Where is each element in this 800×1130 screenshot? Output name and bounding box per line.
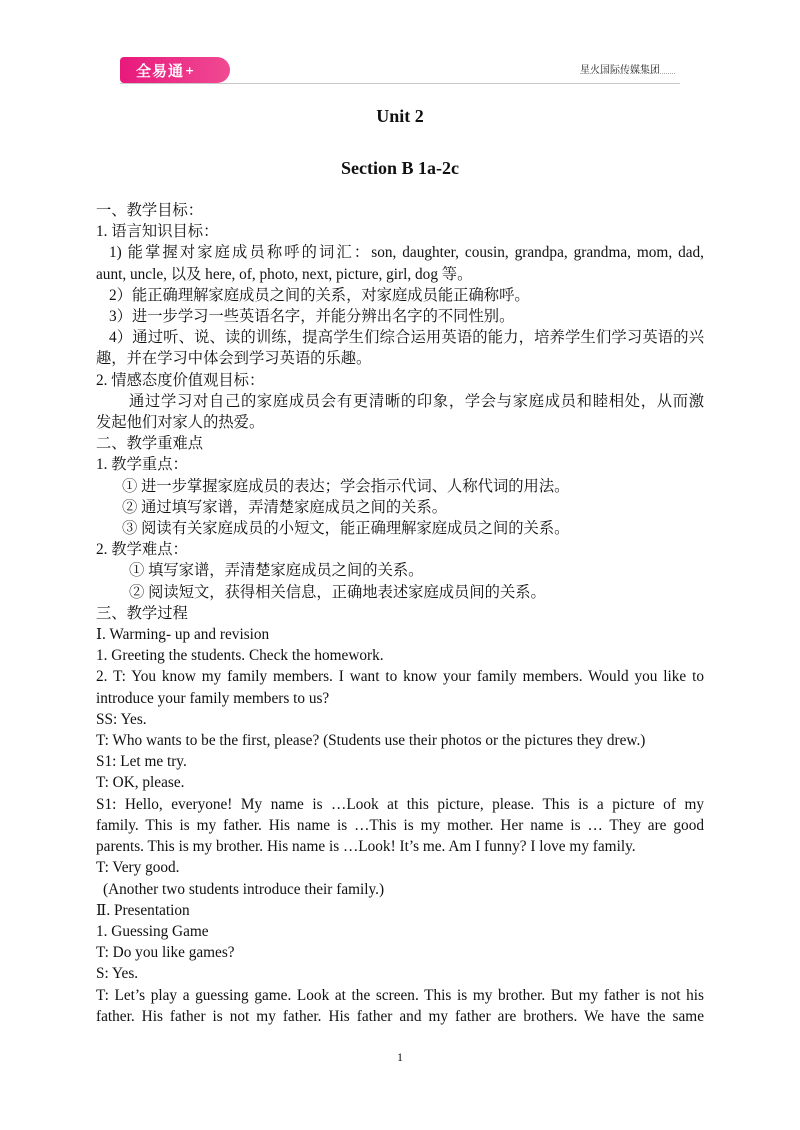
heading-key-points: 二、教学重难点	[96, 435, 204, 453]
unit-title: Unit 2	[376, 106, 424, 126]
text-line: 2）能正确理解家庭成员之间的关系，对家庭成员能正确称呼。	[109, 286, 530, 304]
text-line: 2. 教学难点：	[96, 541, 188, 559]
text-line: 1. Greeting the students. Check the homework.	[96, 647, 384, 665]
text-line: ① 填写家谱，弄清楚家庭成员之间的关系。	[129, 562, 424, 580]
text-line: S: Yes.	[96, 965, 139, 983]
text-line: 通过学习对自己的家庭成员会有更清晰的印象，学会与家庭成员和睦相处，从而激	[129, 392, 704, 410]
text-line: family. This is my father. His name is …This is my mother. Her name is … They are good	[96, 816, 704, 834]
heading-objectives: 一、教学目标：	[96, 202, 204, 219]
text-line: T: Let’s play a guessing game. Look at the screen. This is my brother. But my father is not his	[96, 986, 704, 1004]
logo-plus: +	[185, 63, 196, 77]
text-line: aunt, uncle, 以及 here, of, photo, next, picture, girl, dog 等。	[96, 265, 473, 283]
text-line: ② 通过填写家谱，弄清楚家庭成员之间的关系。	[122, 498, 448, 516]
text-line: 趣，并在学习中体会到学习英语的乐趣。	[96, 350, 372, 368]
publisher-brand: 星火国际传媒集团	[580, 65, 660, 76]
header-rule	[120, 83, 680, 84]
text-line: 2. T: You know my family members. I want to know your family members. Would you like to	[96, 668, 704, 686]
text-line: 1. 语言知识目标：	[96, 223, 219, 241]
text-line: (Another two students introduce their family.)	[103, 880, 385, 898]
text-line: 1) 能掌握对家庭成员称呼的词汇：son, daughter, cousin, grandpa, grandma, mom, dad,	[109, 244, 704, 262]
text-line: Ⅰ. Warming- up and revision	[96, 626, 270, 644]
publisher-brand-underline	[580, 73, 675, 76]
text-line: 3）进一步学习一些英语名字，并能分辨出名字的不同性别。	[109, 308, 515, 326]
quanyitong-logo	[120, 57, 230, 83]
text-line: T: OK, please.	[96, 774, 185, 792]
text-line: Ⅱ. Presentation	[96, 901, 190, 919]
text-line: introduce your family members to us?	[96, 689, 330, 707]
text-line: T: Who wants to be the first, please? (Students use their photos or the pictures they drew.)	[96, 732, 646, 750]
text-line: parents. This is my brother. His name is …Look! It’s me. Am I funny? I love my family.	[96, 838, 636, 856]
document-body	[96, 200, 704, 1027]
text-line: SS: Yes.	[96, 710, 147, 728]
section-title: Section B 1a-2c	[341, 158, 459, 178]
text-line: S1: Let me try.	[96, 753, 187, 771]
text-line: 1. Guessing Game	[96, 922, 209, 940]
text-line: S1: Hello, everyone! My name is …Look at this picture, please. This is a picture of my	[96, 795, 704, 813]
text-line: ② 阅读短文，获得相关信息，正确地表述家庭成员间的关系。	[129, 583, 546, 601]
page-number: 1	[397, 1050, 403, 1064]
text-line: 2. 情感态度价值观目标：	[96, 371, 265, 389]
text-line: father. His father is not my father. His father and my father are brothers. We have the same	[96, 1007, 704, 1025]
text-line: 发起他们对家人的热爱。	[96, 414, 265, 432]
text-line: ① 进一步掌握家庭成员的表达；学会指示代词、人称代词的用法。	[122, 477, 570, 495]
text-line: 4）通过听、说、读的训练，提高学生们综合运用英语的能力，培养学生们学习英语的兴	[109, 329, 704, 347]
logo-text: 全易通	[136, 61, 185, 80]
heading-procedure: 三、教学过程	[96, 604, 188, 622]
text-line: T: Do you like games?	[96, 944, 235, 962]
text-line: 1. 教学重点：	[96, 456, 188, 474]
text-line: T: Very good.	[96, 859, 180, 877]
text-line: ③ 阅读有关家庭成员的小短文，能正确理解家庭成员之间的关系。	[122, 520, 570, 538]
